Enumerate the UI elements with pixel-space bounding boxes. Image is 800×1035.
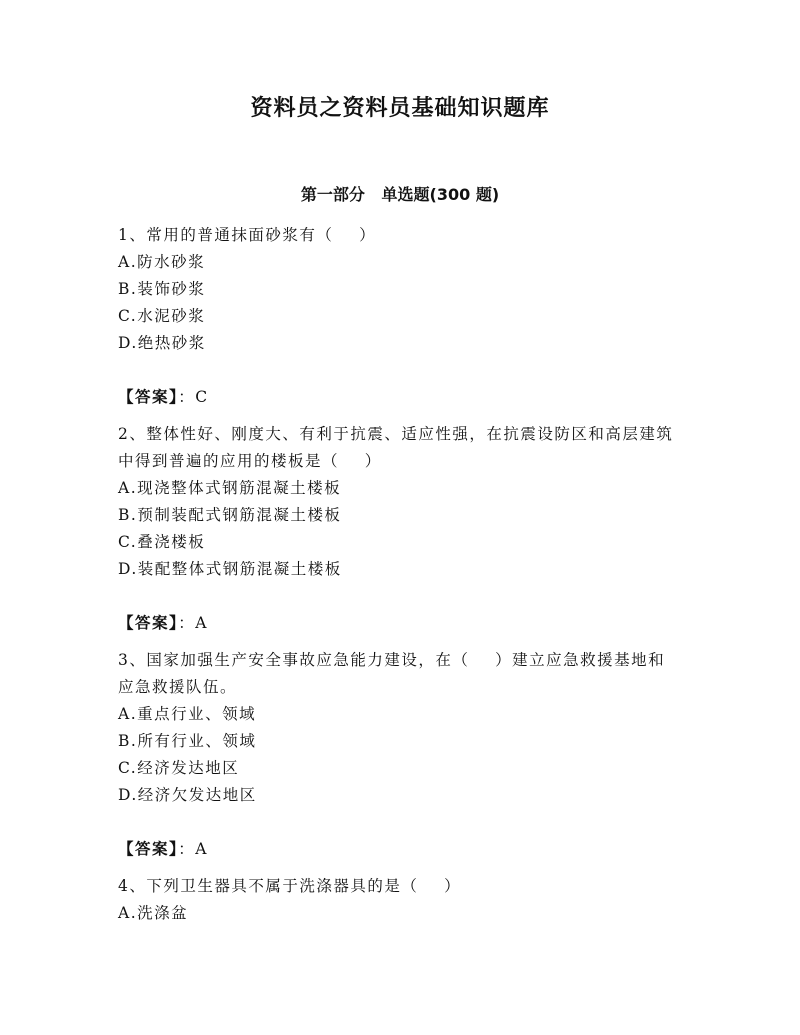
answer-label: 【答案】 bbox=[118, 840, 179, 858]
option-a: A.现浇整体式钢筋混凝土楼板 bbox=[118, 479, 342, 497]
section-title: 第一部分 单选题(300 题) bbox=[300, 185, 500, 204]
option-b: B.装饰砂浆 bbox=[118, 280, 206, 298]
answer-line bbox=[118, 610, 688, 637]
option-d: D.装配整体式钢筋混凝土楼板 bbox=[118, 560, 342, 578]
question-stem: 2、整体性好、刚度大、有利于抗震、适应性强，在抗震设防区和高层建筑中得到普遍的应用的楼板是（ ） bbox=[118, 425, 674, 470]
answer-value: ：A bbox=[178, 840, 208, 858]
question-3 bbox=[118, 647, 688, 863]
question-list bbox=[118, 222, 688, 927]
answer-line bbox=[118, 836, 688, 863]
option-c: C.经济发达地区 bbox=[118, 759, 240, 777]
document-title: 资料员之资料员基础知识题库 bbox=[250, 95, 550, 121]
option-a: A.重点行业、领域 bbox=[118, 705, 257, 723]
option-a: A.洗涤盆 bbox=[118, 904, 189, 922]
question-4 bbox=[118, 873, 688, 927]
answer-label: 【答案】 bbox=[118, 388, 179, 406]
option-b: B.所有行业、领域 bbox=[118, 732, 257, 750]
answer-line bbox=[118, 384, 688, 411]
option-d: D.绝热砂浆 bbox=[118, 334, 206, 352]
question-stem: 3、国家加强生产安全事故应急能力建设，在（ ）建立应急救援基地和应急救援队伍。 bbox=[118, 651, 666, 696]
option-c: C.叠浇楼板 bbox=[118, 533, 206, 551]
option-c: C.水泥砂浆 bbox=[118, 307, 206, 325]
question-1 bbox=[118, 222, 688, 411]
option-a: A.防水砂浆 bbox=[118, 253, 206, 271]
question-stem: 1、常用的普通抹面砂浆有（ ） bbox=[118, 226, 377, 244]
answer-value: ：C bbox=[178, 388, 209, 406]
option-d: D.经济欠发达地区 bbox=[118, 786, 257, 804]
option-b: B.预制装配式钢筋混凝土楼板 bbox=[118, 506, 342, 524]
answer-value: ：A bbox=[178, 614, 208, 632]
answer-label: 【答案】 bbox=[118, 614, 179, 632]
question-2 bbox=[118, 421, 688, 637]
question-stem: 4、下列卫生器具不属于洗涤器具的是（ ） bbox=[118, 877, 462, 895]
